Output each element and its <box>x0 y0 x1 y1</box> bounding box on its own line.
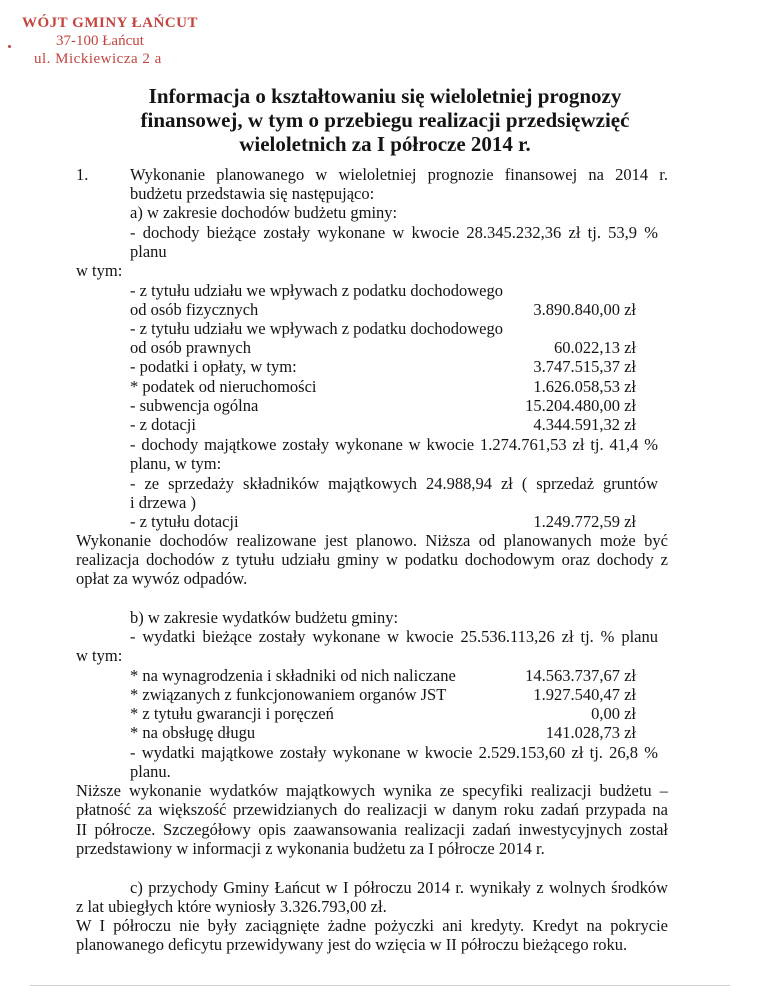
cit-label-1: - z tytułu udziału we wpływach z podatku dochodowego <box>130 319 503 338</box>
expenditure-note-line-1: Niższe wykonanie wydatków majątkowych wynika ze specyfiki realizacji budżetu – <box>76 781 668 800</box>
current-income-line-2: planu <box>130 242 167 261</box>
title-line-2: finansowej, w tym o przebiegu realizacji przedsięwzięć <box>140 108 630 132</box>
grants-label: - z dotacji <box>130 415 196 434</box>
debt-service-amount: 141.028,73 zł <box>545 723 636 742</box>
stamp-street: ul. Mickiewicza 2 a <box>34 51 162 67</box>
capital-income-line-1: - dochody majątkowe zostały wykonane w kwocie 1.274.761,53 zł tj. 41,4 % <box>130 435 658 454</box>
asset-sale-line-1: - ze sprzedaży składników majątkowych 24.988,94 zł ( sprzedaż gruntów <box>130 474 658 493</box>
subsidy-label: - subwencja ogólna <box>130 396 259 415</box>
taxes-label: - podatki i opłaty, w tym: <box>130 357 297 376</box>
stamp-postal-code: 37-100 Łańcut <box>56 33 144 49</box>
property-tax-amount: 1.626.058,53 zł <box>533 377 636 396</box>
in-which-label-2: w tym: <box>76 646 123 665</box>
organs-label: * związanych z funkcjonowaniem organów JST <box>130 685 447 704</box>
taxes-amount: 3.747.515,37 zł <box>533 357 636 376</box>
pit-amount: 3.890.840,00 zł <box>533 300 636 319</box>
debt-service-label: * na obsługę długu <box>130 723 256 742</box>
section-number: 1. <box>76 165 89 184</box>
income-heading: a) w zakresie dochodów budżetu gminy: <box>130 203 398 222</box>
in-which-label: w tym: <box>76 261 123 280</box>
capital-income-line-2: planu, w tym: <box>130 454 222 473</box>
revenue-line-1: c) przychody Gminy Łańcut w I półroczu 2014 r. wynikały z wolnych środków <box>130 878 668 897</box>
intro-line-2: budżetu przedstawia się następująco: <box>130 184 375 203</box>
expenditure-note-line-3: II półrocze. Szczegółowy opis zaawansowania realizacji zadań inwestycyjnych został <box>76 820 668 839</box>
intro-line-1: Wykonanie planowanego w wieloletniej prognozie finansowej na 2014 r. <box>130 165 668 184</box>
salaries-label: * na wynagrodzenia i składniki od nich naliczane <box>130 666 456 685</box>
subsidy-amount: 15.204.480,00 zł <box>525 396 636 415</box>
capital-expenditure-line-1: - wydatki majątkowe zostały wykonane w kwocie 2.529.153,60 zł tj. 26,8 % <box>130 743 658 762</box>
cit-label-2: od osób prawnych <box>130 338 251 357</box>
income-note-line-1: Wykonanie dochodów realizowane jest planowo. Niższa od planowanych może być <box>76 531 668 550</box>
capital-grants-label: - z tytułu dotacji <box>130 512 239 531</box>
expenditure-note-line-4: przedstawiony w informacji z wykonania budżetu za I półrocze 2014 r. <box>76 839 545 858</box>
current-expenditure-line: - wydatki bieżące zostały wykonane w kwocie 25.536.113,26 zł tj. % planu <box>130 627 658 646</box>
pit-label-2: od osób fizycznych <box>130 300 259 319</box>
income-note-line-3: opłat za wywóz odpadów. <box>76 569 248 588</box>
capital-expenditure-line-2: planu. <box>130 762 171 781</box>
asset-sale-line-2: i drzewa ) <box>130 493 196 512</box>
guarantees-label: * z tytułu gwarancji i poręczeń <box>130 704 334 723</box>
title-line-1: Informacja o kształtowaniu się wieloletniej prognozy <box>148 84 622 108</box>
expenditure-heading: b) w zakresie wydatków budżetu gminy: <box>130 608 399 627</box>
income-note-line-2: realizacja dochodów z tytułu udziału gminy w podatku dochodowym oraz dochody z <box>76 550 668 569</box>
title-line-3: wieloletnich za I półrocze 2014 r. <box>239 132 531 156</box>
capital-grants-amount: 1.249.772,59 zł <box>533 512 636 531</box>
page-bottom-edge <box>30 985 730 986</box>
pit-label-1: - z tytułu udziału we wpływach z podatku dochodowego <box>130 281 503 300</box>
grants-amount: 4.344.591,32 zł <box>533 415 636 434</box>
property-tax-label: * podatek od nieruchomości <box>130 377 317 396</box>
loans-line-1: W I półroczu nie były zaciągnięte żadne pożyczki ani kredyty. Kredyt na pokrycie <box>76 916 668 935</box>
expenditure-note-line-2: płatność za większość przewidzianych do realizacji w danym roku zadań przypada na <box>76 800 668 819</box>
guarantees-amount: 0,00 zł <box>591 704 636 723</box>
organs-amount: 1.927.540,47 zł <box>533 685 636 704</box>
revenue-line-2: z lat ubiegłych które wyniosły 3.326.793,00 zł. <box>76 897 387 916</box>
loans-line-2: planowanego deficytu przewidywany jest do wzięcia w II półroczu bieżącego roku. <box>76 935 628 954</box>
salaries-amount: 14.563.737,67 zł <box>525 666 636 685</box>
cit-amount: 60.022,13 zł <box>553 338 636 357</box>
current-income-line-1: - dochody bieżące zostały wykonane w kwocie 28.345.232,36 zł tj. 53,9 % <box>130 223 658 242</box>
stamp-office-name: WÓJT GMINY ŁAŃCUT <box>22 15 199 31</box>
